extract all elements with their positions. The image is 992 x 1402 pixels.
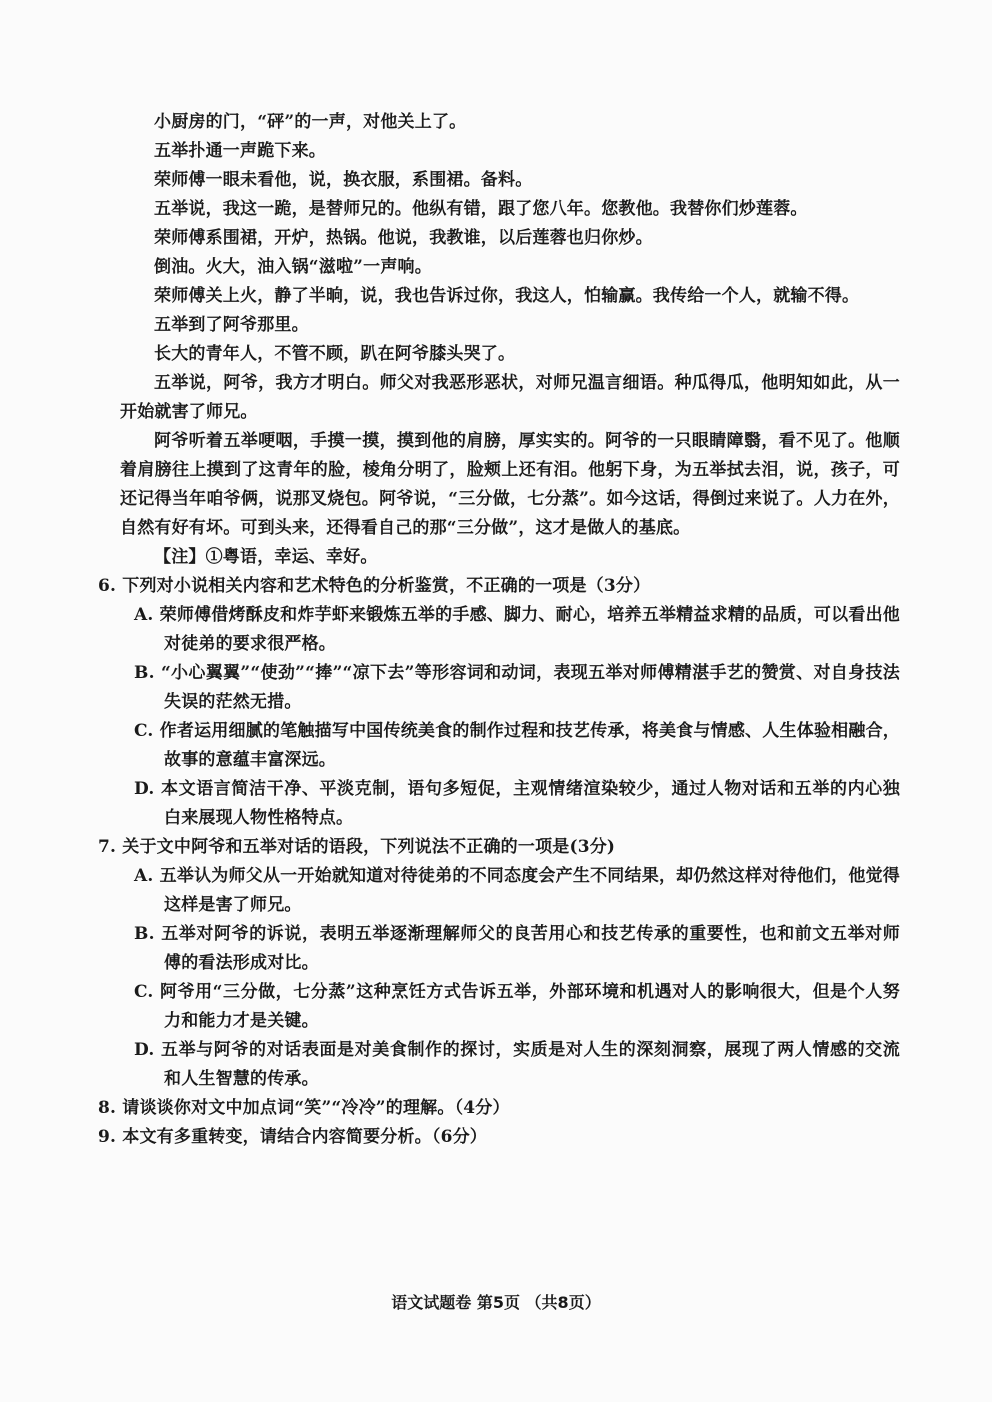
passage-paragraph: 五举扑通一声跪下来。 [154,141,326,161]
option-b: B. “小心翼翼”“使劲”“捧”“凉下去”等形容词和动词，表现五举对师傅精湛手艺的赞赏、对自身技法失误的茫然无措。 [134,663,900,712]
option-c: C. 作者运用细腻的笔触描写中国传统美食的制作过程和技艺传承，将美食与情感、人生体验相融合，故事的意蕴丰富深远。 [134,721,900,770]
reading-passage [120,108,900,572]
question-stem: 7. 关于文中阿爷和五举对话的语段，下列说法不正确的一项是(3分) [98,837,616,857]
page-content [98,108,900,1152]
option-a: A. 荣师傅借烤酥皮和炸芋虾来锻炼五举的手感、脚力、耐心，培养五举精益求精的品质，可以看出他对徒弟的要求很严格。 [134,605,900,654]
passage-paragraph: 荣师傅系围裙，开炉，热锅。他说，我教谁，以后莲蓉也归你炒。 [154,228,653,248]
passage-paragraph: 五举说，我这一跪，是替师兄的。他纵有错，跟了您八年。您教他。我替你们炒莲蓉。 [154,199,808,219]
question-9 [98,1123,900,1152]
passage-paragraph: 倒油。火大，油入锅“滋啦”一声响。 [154,257,432,277]
question-stem: 9. 本文有多重转变，请结合内容简要分析。（6分） [98,1127,487,1147]
question-8 [98,1094,900,1123]
passage-paragraph: 荣师傅关上火，静了半晌，说，我也告诉过你，我这人，怕输赢。我传给一个人，就输不得。 [154,286,860,306]
passage-paragraph: 荣师傅一眼未看他，说，换衣服，系围裙。备料。 [154,170,533,190]
question-7 [98,833,900,1094]
passage-paragraph: 小厨房的门，“砰”的一声，对他关上了。 [154,112,467,132]
option-a: A. 五举认为师父从一开始就知道对待徒弟的不同态度会产生不同结果，却仍然这样对待他们，他觉得这样是害了师兄。 [134,866,900,915]
passage-paragraph: 五举到了阿爷那里。 [154,315,309,335]
question-6 [98,572,900,833]
option-b: B. 五举对阿爷的诉说，表明五举逐渐理解师父的良苦用心和技艺传承的重要性，也和前文五举对师傅的看法形成对比。 [134,924,900,973]
option-d: D. 五举与阿爷的对话表面是对美食制作的探讨，实质是对人生的深刻洞察，展现了两人情感的交流和人生智慧的传承。 [134,1040,900,1089]
passage-paragraph: 五举说，阿爷，我方才明白。师父对我恶形恶状，对师兄温言细语。种瓜得瓜，他明知如此，从一开始就害了师兄。 [120,373,900,422]
option-d: D. 本文语言简洁干净、平淡克制，语句多短促，主观情绪渲染较少，通过人物对话和五举的内心独白来展现人物性格特点。 [134,779,900,828]
question-stem: 8. 请谈谈你对文中加点词“笑”“冷冷”的理解。（4分） [98,1098,510,1118]
question-stem: 6. 下列对小说相关内容和艺术特色的分析鉴赏，不正确的一项是（3分） [98,576,651,596]
option-c: C. 阿爷用“三分做，七分蒸”这种烹饪方式告诉五举，外部环境和机遇对人的影响很大，但是个人努力和能力才是关键。 [134,982,900,1031]
page-footer: 语文试题卷 第5页 （共8页） [391,1293,601,1312]
passage-paragraph: 长大的青年人，不管不顾，趴在阿爷膝头哭了。 [154,344,516,364]
passage-paragraph: 阿爷听着五举哽咽，手摸一摸，摸到他的肩膀，厚实实的。阿爷的一只眼睛障翳，看不见了。他顺着肩膀往上摸到了这青年的脸，棱角分明了，脸颊上还有泪。他躬下身，为五举拭去泪，说，孩子，可还记得当年咱爷俩，说那叉烧包。阿爷说，“三分做，七分蒸”。如今这话，得倒过来说了。人力在外，自然有好有坏。可到头来，还得看自己的那“三分做”，这才是做人的基底。 [120,431,900,538]
footnote: 【注】①粤语，幸运、幸好。 [154,547,378,567]
